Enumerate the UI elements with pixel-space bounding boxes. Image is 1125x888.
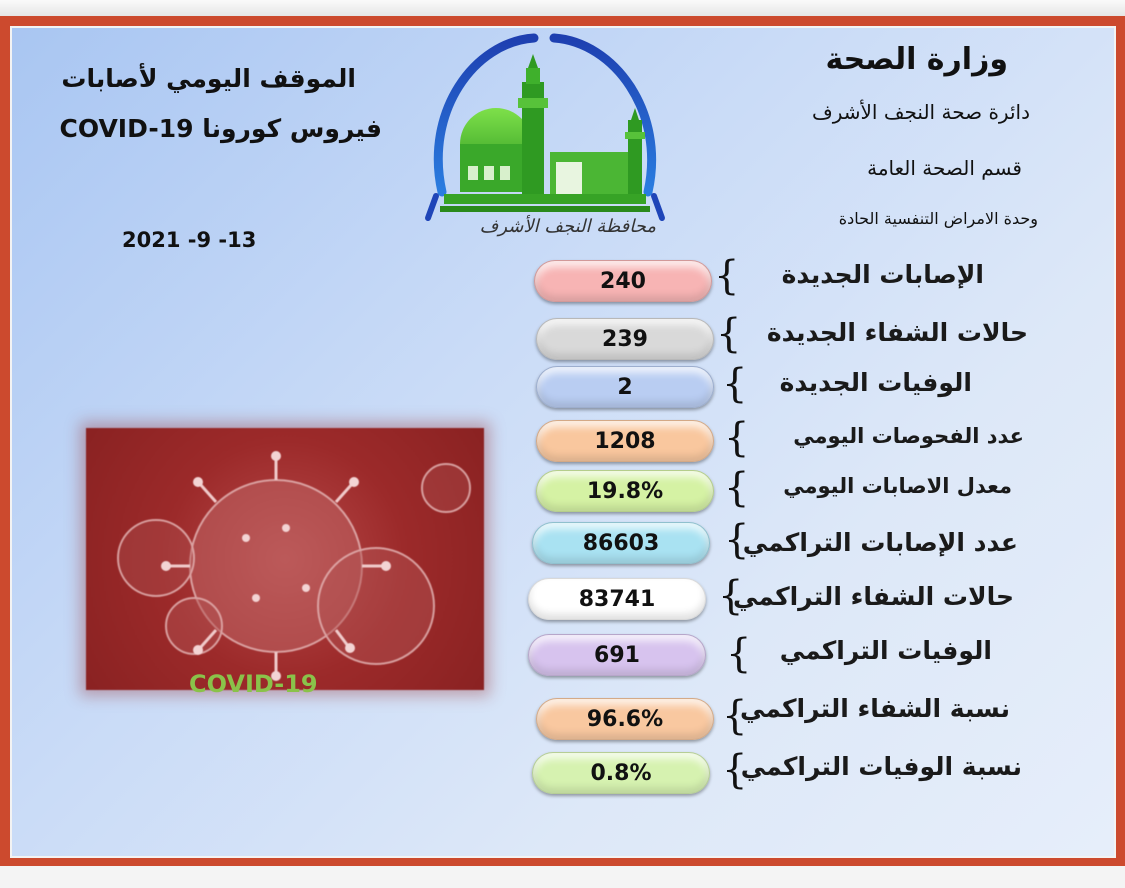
stat-value-pill: 83741 bbox=[528, 578, 706, 620]
stat-value-pill: 691 bbox=[528, 634, 706, 676]
stat-value-pill: 19.8% bbox=[536, 470, 714, 512]
stat-label: الوفيات التراكمي bbox=[779, 636, 992, 665]
report-date: 2021 -9 -13 bbox=[122, 228, 257, 252]
stat-label: عدد الإصابات التراكمي bbox=[742, 528, 1018, 557]
stat-brace: { bbox=[714, 253, 740, 299]
stat-label: معدل الاصابات اليومي bbox=[783, 474, 1012, 498]
stat-brace: { bbox=[726, 631, 752, 677]
stat-label: نسبة الشفاء التراكمي bbox=[739, 694, 1010, 723]
stat-label: نسبة الوفيات التراكمي bbox=[740, 752, 1022, 781]
report-panel bbox=[12, 28, 1114, 856]
stat-brace: { bbox=[724, 415, 750, 461]
najaf-governorate-logo bbox=[414, 32, 676, 240]
stat-label: حالات الشفاء الجديدة bbox=[766, 318, 1028, 347]
directorate-name: دائرة صحة النجف الأشرف bbox=[811, 100, 1030, 124]
ministry-title: وزارة الصحة bbox=[825, 42, 1008, 77]
report-title-line1: الموقف اليومي لأصابات bbox=[61, 64, 356, 93]
stat-label: حالات الشفاء التراكمي bbox=[733, 582, 1014, 611]
stat-brace: { bbox=[724, 465, 750, 511]
stat-brace: { bbox=[716, 311, 742, 357]
stat-label: عدد الفحوصات اليومي bbox=[793, 424, 1024, 448]
window-bottom-strip bbox=[0, 866, 1125, 888]
stat-brace: { bbox=[722, 693, 748, 739]
stat-value-pill: 0.8% bbox=[532, 752, 710, 794]
stat-brace: { bbox=[722, 747, 748, 793]
image-caption: COVID-19 bbox=[189, 670, 318, 698]
stat-value-pill: 239 bbox=[536, 318, 714, 360]
coronavirus-image bbox=[86, 428, 484, 690]
stat-label: الإصابات الجديدة bbox=[781, 260, 984, 289]
stat-brace: { bbox=[724, 517, 750, 563]
stat-brace: { bbox=[718, 573, 744, 619]
window-top-strip bbox=[0, 0, 1125, 17]
logo-caption: محافظة النجف الأشرف bbox=[479, 216, 656, 237]
stat-value-pill: 240 bbox=[534, 260, 712, 302]
stat-value-pill: 1208 bbox=[536, 420, 714, 462]
stat-label: الوفيات الجديدة bbox=[779, 368, 972, 397]
stat-value-pill: 96.6% bbox=[536, 698, 714, 740]
report-title-line2: فيروس كورونا COVID-19 bbox=[59, 114, 382, 143]
department-name: قسم الصحة العامة bbox=[867, 156, 1022, 180]
unit-name: وحدة الامراض التنفسية الحادة bbox=[838, 209, 1038, 228]
stat-value-pill: 86603 bbox=[532, 522, 710, 564]
stat-value-pill: 2 bbox=[536, 366, 714, 408]
stat-brace: { bbox=[722, 361, 748, 407]
